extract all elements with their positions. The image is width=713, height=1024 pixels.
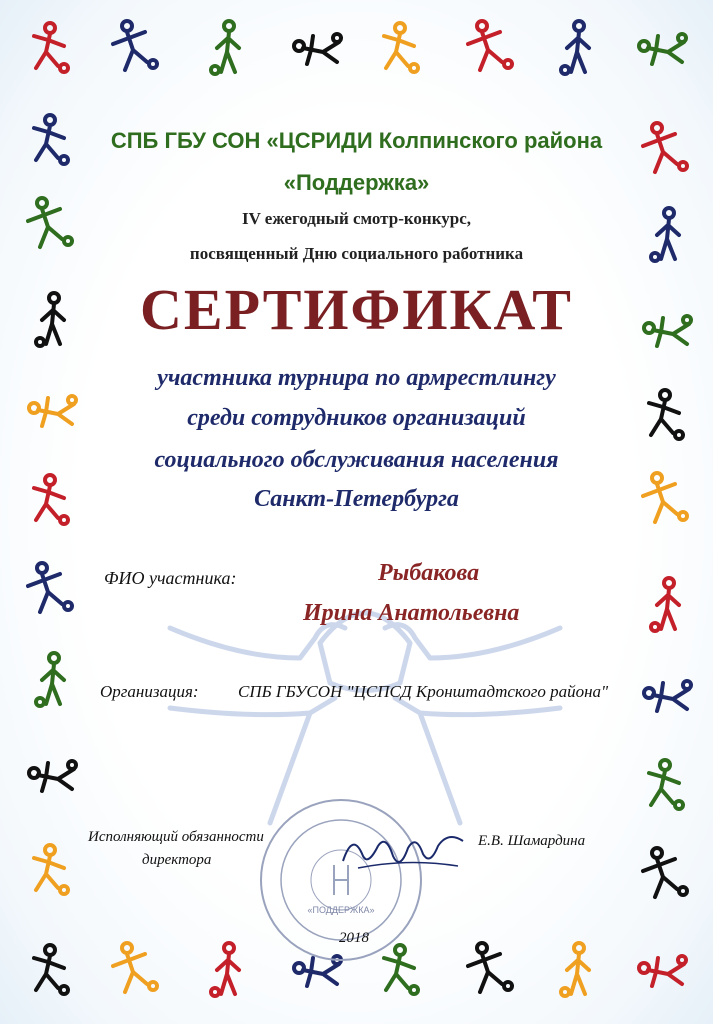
sport-figure-icon xyxy=(20,940,80,1000)
description-line4: Санкт-Петербурга xyxy=(254,486,459,512)
sport-figure-icon xyxy=(20,18,80,78)
event-line2: посвященный Дню социального работника xyxy=(189,244,524,263)
description-line2: среди сотрудников организаций xyxy=(187,405,526,431)
sport-figure-icon xyxy=(635,845,695,905)
signer-name: Е.В. Шамардина xyxy=(478,833,586,849)
sport-figure-icon xyxy=(20,745,80,805)
sport-figure-icon xyxy=(285,18,345,78)
sport-figure-icon xyxy=(105,940,165,1000)
participant-surname: Рыбакова xyxy=(378,560,480,586)
sport-figure-icon xyxy=(545,18,605,78)
sport-figure-icon xyxy=(370,18,430,78)
sport-figure-icon xyxy=(20,840,80,900)
sport-figure-icon xyxy=(635,665,695,725)
organization-label: Организация: xyxy=(100,682,199,701)
organization-name-line1: СПБ ГБУ СОН «ЦСРИДИ Колпинского района xyxy=(110,128,603,153)
organization-value: СПБ ГБУСОН "ЦСПСД Кронштадтского района" xyxy=(238,682,609,701)
sport-figure-icon xyxy=(635,575,695,635)
sport-figure-icon xyxy=(545,940,605,1000)
sport-figure-icon xyxy=(460,18,520,78)
description-line3: социального обслуживания населения xyxy=(154,447,559,473)
sport-figure-icon xyxy=(635,755,695,815)
stamp-text: «ПОДДЕРЖКА» xyxy=(307,905,375,915)
certificate-title: СЕРТИФИКАТ xyxy=(140,277,573,342)
sport-figure-icon xyxy=(195,940,255,1000)
signature-scribble xyxy=(338,826,468,876)
signer-position-line2: директора xyxy=(142,852,212,868)
sport-figure-icon xyxy=(105,18,165,78)
sport-figure-icon xyxy=(20,560,80,620)
description-line1: участника турнира по армрестлингу xyxy=(157,365,556,391)
certificate-year: 2018 xyxy=(339,930,369,946)
participant-label: ФИО участника: xyxy=(104,568,237,588)
signer-position-line1: Исполняющий обязанности xyxy=(88,829,264,845)
sport-figure-icon xyxy=(195,18,255,78)
sport-figure-icon xyxy=(630,18,690,78)
sport-figure-icon xyxy=(460,940,520,1000)
sport-figure-icon xyxy=(20,650,80,710)
event-line1: IV ежегодный смотр-конкурс, xyxy=(241,209,472,228)
sport-figure-icon xyxy=(630,940,690,1000)
organization-name-line2: «Поддержка» xyxy=(283,170,430,195)
participant-given-names: Ирина Анатольевна xyxy=(303,600,520,626)
